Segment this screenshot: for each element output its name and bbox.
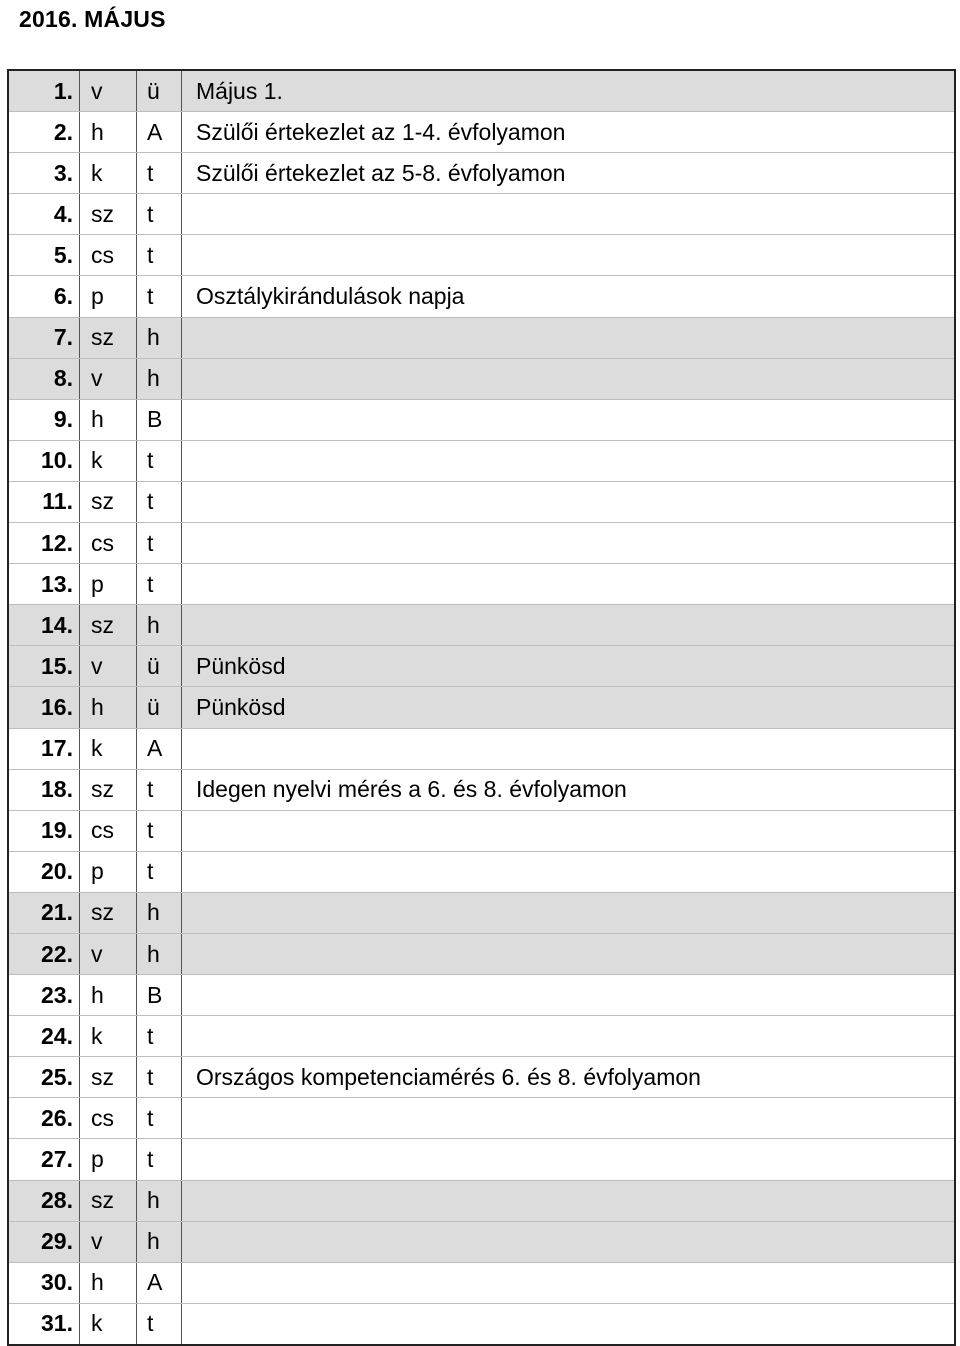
- calendar-row: [8, 235, 955, 276]
- calendar-row: [8, 851, 955, 892]
- day-type-code: t: [137, 440, 182, 481]
- weekday-abbrev: cs: [80, 810, 137, 851]
- weekday-abbrev: h: [80, 975, 137, 1016]
- weekday-abbrev: k: [80, 153, 137, 194]
- day-type-code: ü: [137, 687, 182, 728]
- day-type-code: t: [137, 235, 182, 276]
- day-type-code: h: [137, 933, 182, 974]
- day-number: 1.: [8, 70, 80, 112]
- day-type-code: A: [137, 1262, 182, 1303]
- event-note: [182, 358, 956, 399]
- weekday-abbrev: sz: [80, 317, 137, 358]
- event-note: [182, 605, 956, 646]
- event-note: [182, 194, 956, 235]
- day-type-code: ü: [137, 646, 182, 687]
- weekday-abbrev: cs: [80, 235, 137, 276]
- calendar-row: [8, 317, 955, 358]
- day-number: 31.: [8, 1303, 80, 1345]
- weekday-abbrev: sz: [80, 481, 137, 522]
- calendar-row: [8, 1139, 955, 1180]
- day-type-code: A: [137, 112, 182, 153]
- event-note: Osztálykirándulások napja: [182, 276, 956, 317]
- calendar-row: [8, 70, 955, 112]
- day-number: 2.: [8, 112, 80, 153]
- page-title: 2016. MÁJUS: [19, 6, 166, 32]
- event-note: [182, 1098, 956, 1139]
- event-note: [182, 235, 956, 276]
- event-note: Szülői értekezlet az 1-4. évfolyamon: [182, 112, 956, 153]
- weekday-abbrev: k: [80, 1303, 137, 1345]
- weekday-abbrev: v: [80, 358, 137, 399]
- calendar-row: [8, 975, 955, 1016]
- event-note: [182, 892, 956, 933]
- day-type-code: t: [137, 1016, 182, 1057]
- weekday-abbrev: h: [80, 112, 137, 153]
- event-note: [182, 810, 956, 851]
- calendar-row: [8, 1057, 955, 1098]
- day-type-code: ü: [137, 70, 182, 112]
- calendar-row: [8, 687, 955, 728]
- day-type-code: t: [137, 810, 182, 851]
- weekday-abbrev: p: [80, 851, 137, 892]
- day-type-code: h: [137, 358, 182, 399]
- calendar-row: [8, 1016, 955, 1057]
- day-number: 29.: [8, 1221, 80, 1262]
- calendar-row: [8, 358, 955, 399]
- day-type-code: t: [137, 1057, 182, 1098]
- day-type-code: B: [137, 399, 182, 440]
- day-number: 25.: [8, 1057, 80, 1098]
- calendar-row: [8, 112, 955, 153]
- weekday-abbrev: v: [80, 1221, 137, 1262]
- calendar-body: [8, 70, 955, 1345]
- day-type-code: t: [137, 1139, 182, 1180]
- day-number: 19.: [8, 810, 80, 851]
- day-number: 22.: [8, 933, 80, 974]
- day-number: 6.: [8, 276, 80, 317]
- day-type-code: t: [137, 851, 182, 892]
- calendar-row: [8, 1303, 955, 1345]
- weekday-abbrev: v: [80, 646, 137, 687]
- event-note: [182, 1262, 956, 1303]
- day-type-code: h: [137, 1221, 182, 1262]
- weekday-abbrev: v: [80, 70, 137, 112]
- weekday-abbrev: cs: [80, 1098, 137, 1139]
- event-note: Május 1.: [182, 70, 956, 112]
- day-type-code: t: [137, 276, 182, 317]
- day-number: 8.: [8, 358, 80, 399]
- event-note: Országos kompetenciamérés 6. és 8. évfolyamon: [182, 1057, 956, 1098]
- day-number: 23.: [8, 975, 80, 1016]
- weekday-abbrev: sz: [80, 194, 137, 235]
- weekday-abbrev: k: [80, 728, 137, 769]
- day-type-code: h: [137, 892, 182, 933]
- day-number: 21.: [8, 892, 80, 933]
- calendar-row: [8, 646, 955, 687]
- day-type-code: h: [137, 317, 182, 358]
- day-number: 14.: [8, 605, 80, 646]
- day-number: 9.: [8, 399, 80, 440]
- day-number: 16.: [8, 687, 80, 728]
- day-number: 24.: [8, 1016, 80, 1057]
- day-type-code: A: [137, 728, 182, 769]
- event-note: [182, 1303, 956, 1345]
- event-note: [182, 1221, 956, 1262]
- weekday-abbrev: k: [80, 440, 137, 481]
- day-number: 5.: [8, 235, 80, 276]
- day-type-code: B: [137, 975, 182, 1016]
- calendar-row: [8, 1221, 955, 1262]
- weekday-abbrev: cs: [80, 523, 137, 564]
- day-type-code: h: [137, 1180, 182, 1221]
- calendar-row: [8, 399, 955, 440]
- event-note: [182, 933, 956, 974]
- day-type-code: t: [137, 769, 182, 810]
- calendar-row: [8, 769, 955, 810]
- weekday-abbrev: sz: [80, 1180, 137, 1221]
- calendar-row: [8, 933, 955, 974]
- day-number: 10.: [8, 440, 80, 481]
- calendar-row: [8, 440, 955, 481]
- calendar-row: [8, 1262, 955, 1303]
- event-note: [182, 728, 956, 769]
- day-type-code: h: [137, 605, 182, 646]
- day-number: 4.: [8, 194, 80, 235]
- event-note: Idegen nyelvi mérés a 6. és 8. évfolyamon: [182, 769, 956, 810]
- day-type-code: t: [137, 153, 182, 194]
- weekday-abbrev: sz: [80, 605, 137, 646]
- event-note: Pünkösd: [182, 646, 956, 687]
- day-number: 28.: [8, 1180, 80, 1221]
- calendar-row: [8, 1180, 955, 1221]
- day-type-code: t: [137, 481, 182, 522]
- calendar-row: [8, 605, 955, 646]
- weekday-abbrev: sz: [80, 1057, 137, 1098]
- day-number: 12.: [8, 523, 80, 564]
- weekday-abbrev: sz: [80, 892, 137, 933]
- day-number: 20.: [8, 851, 80, 892]
- event-note: [182, 975, 956, 1016]
- day-number: 30.: [8, 1262, 80, 1303]
- event-note: Szülői értekezlet az 5-8. évfolyamon: [182, 153, 956, 194]
- calendar-row: [8, 1098, 955, 1139]
- event-note: [182, 1180, 956, 1221]
- calendar-row: [8, 276, 955, 317]
- calendar-row: [8, 481, 955, 522]
- event-note: [182, 564, 956, 605]
- day-type-code: t: [137, 1303, 182, 1345]
- calendar-row: [8, 194, 955, 235]
- day-type-code: t: [137, 194, 182, 235]
- day-number: 15.: [8, 646, 80, 687]
- weekday-abbrev: p: [80, 1139, 137, 1180]
- day-number: 3.: [8, 153, 80, 194]
- weekday-abbrev: k: [80, 1016, 137, 1057]
- day-number: 11.: [8, 481, 80, 522]
- day-number: 17.: [8, 728, 80, 769]
- day-number: 13.: [8, 564, 80, 605]
- day-number: 27.: [8, 1139, 80, 1180]
- weekday-abbrev: p: [80, 564, 137, 605]
- event-note: [182, 1139, 956, 1180]
- event-note: [182, 399, 956, 440]
- day-number: 18.: [8, 769, 80, 810]
- event-note: [182, 317, 956, 358]
- calendar-row: [8, 728, 955, 769]
- event-note: [182, 523, 956, 564]
- day-type-code: t: [137, 523, 182, 564]
- day-type-code: t: [137, 564, 182, 605]
- day-number: 26.: [8, 1098, 80, 1139]
- event-note: [182, 851, 956, 892]
- event-note: [182, 1016, 956, 1057]
- weekday-abbrev: p: [80, 276, 137, 317]
- day-type-code: t: [137, 1098, 182, 1139]
- weekday-abbrev: h: [80, 1262, 137, 1303]
- weekday-abbrev: h: [80, 687, 137, 728]
- event-note: [182, 440, 956, 481]
- calendar-row: [8, 153, 955, 194]
- calendar-row: [8, 810, 955, 851]
- event-note: Pünkösd: [182, 687, 956, 728]
- calendar-table: [7, 69, 956, 1346]
- event-note: [182, 481, 956, 522]
- calendar-row: [8, 892, 955, 933]
- calendar-row: [8, 523, 955, 564]
- weekday-abbrev: sz: [80, 769, 137, 810]
- calendar-row: [8, 564, 955, 605]
- day-number: 7.: [8, 317, 80, 358]
- weekday-abbrev: v: [80, 933, 137, 974]
- weekday-abbrev: h: [80, 399, 137, 440]
